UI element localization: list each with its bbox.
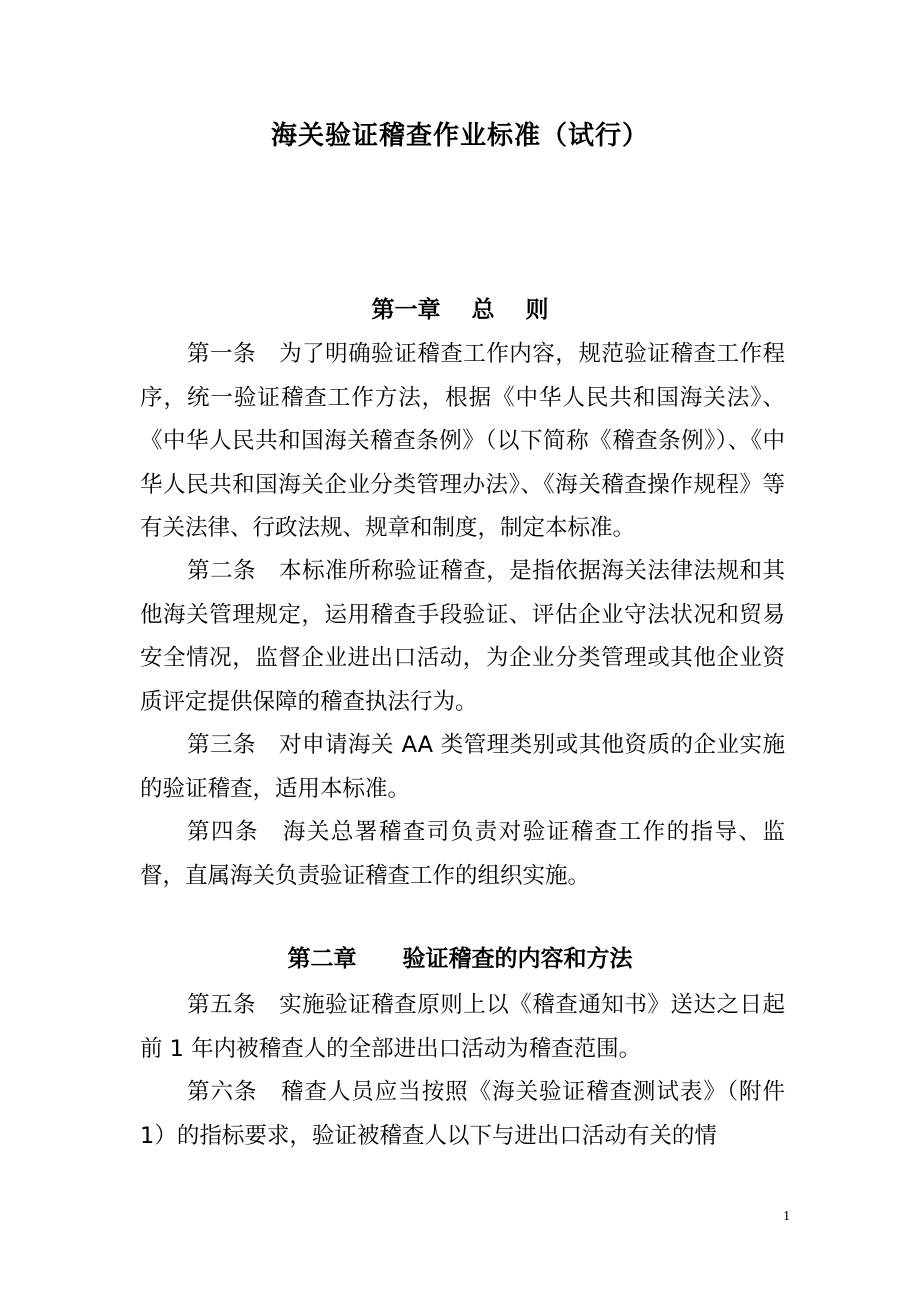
chapter-2-heading: 第二章 验证稽查的内容和方法 (287, 946, 633, 972)
article-3: 第三条 对申请海关 AA 类管理类别或其他资质的企业实施的验证稽查，适用本标准。 (140, 732, 785, 802)
chapter-1-heading: 第一章 总 则 (371, 297, 549, 323)
article-1: 第一条 为了明确验证稽查工作内容，规范验证稽查工作程序，统一验证稽查工作方法，根据《中华人民共和国海关法》、《中华人民共和国海关稽查条例》（以下简称《稽查条例》）、《中华人民共和国海关企业分类管理办法》、《海关稽查操作规程》等有关法律、行政法规、规章和制度，制定本标准。 (140, 341, 785, 542)
page-number: 1 (783, 1209, 790, 1224)
article-6: 第六条 稽查人员应当按照《海关验证稽查测试表》（附件 1）的指标要求，验证被稽查人以下与进出口活动有关的情 (140, 1079, 785, 1149)
article-5: 第五条 实施验证稽查原则上以《稽查通知书》送达之日起前 1 年内被稽查人的全部进出口活动为稽查范围。 (140, 992, 785, 1062)
article-4: 第四条 海关总署稽查司负责对验证稽查工作的指导、监督，直属海关负责验证稽查工作的组织实施。 (140, 819, 785, 889)
article-2: 第二条 本标准所称验证稽查，是指依据海关法律法规和其他海关管理规定，运用稽查手段验证、评估企业守法状况和贸易安全情况，监督企业进出口活动，为企业分类管理或其他企业资质评定提供保障的稽查执法行为。 (140, 558, 785, 715)
document-title: 海关验证稽查作业标准（试行） (270, 121, 649, 151)
